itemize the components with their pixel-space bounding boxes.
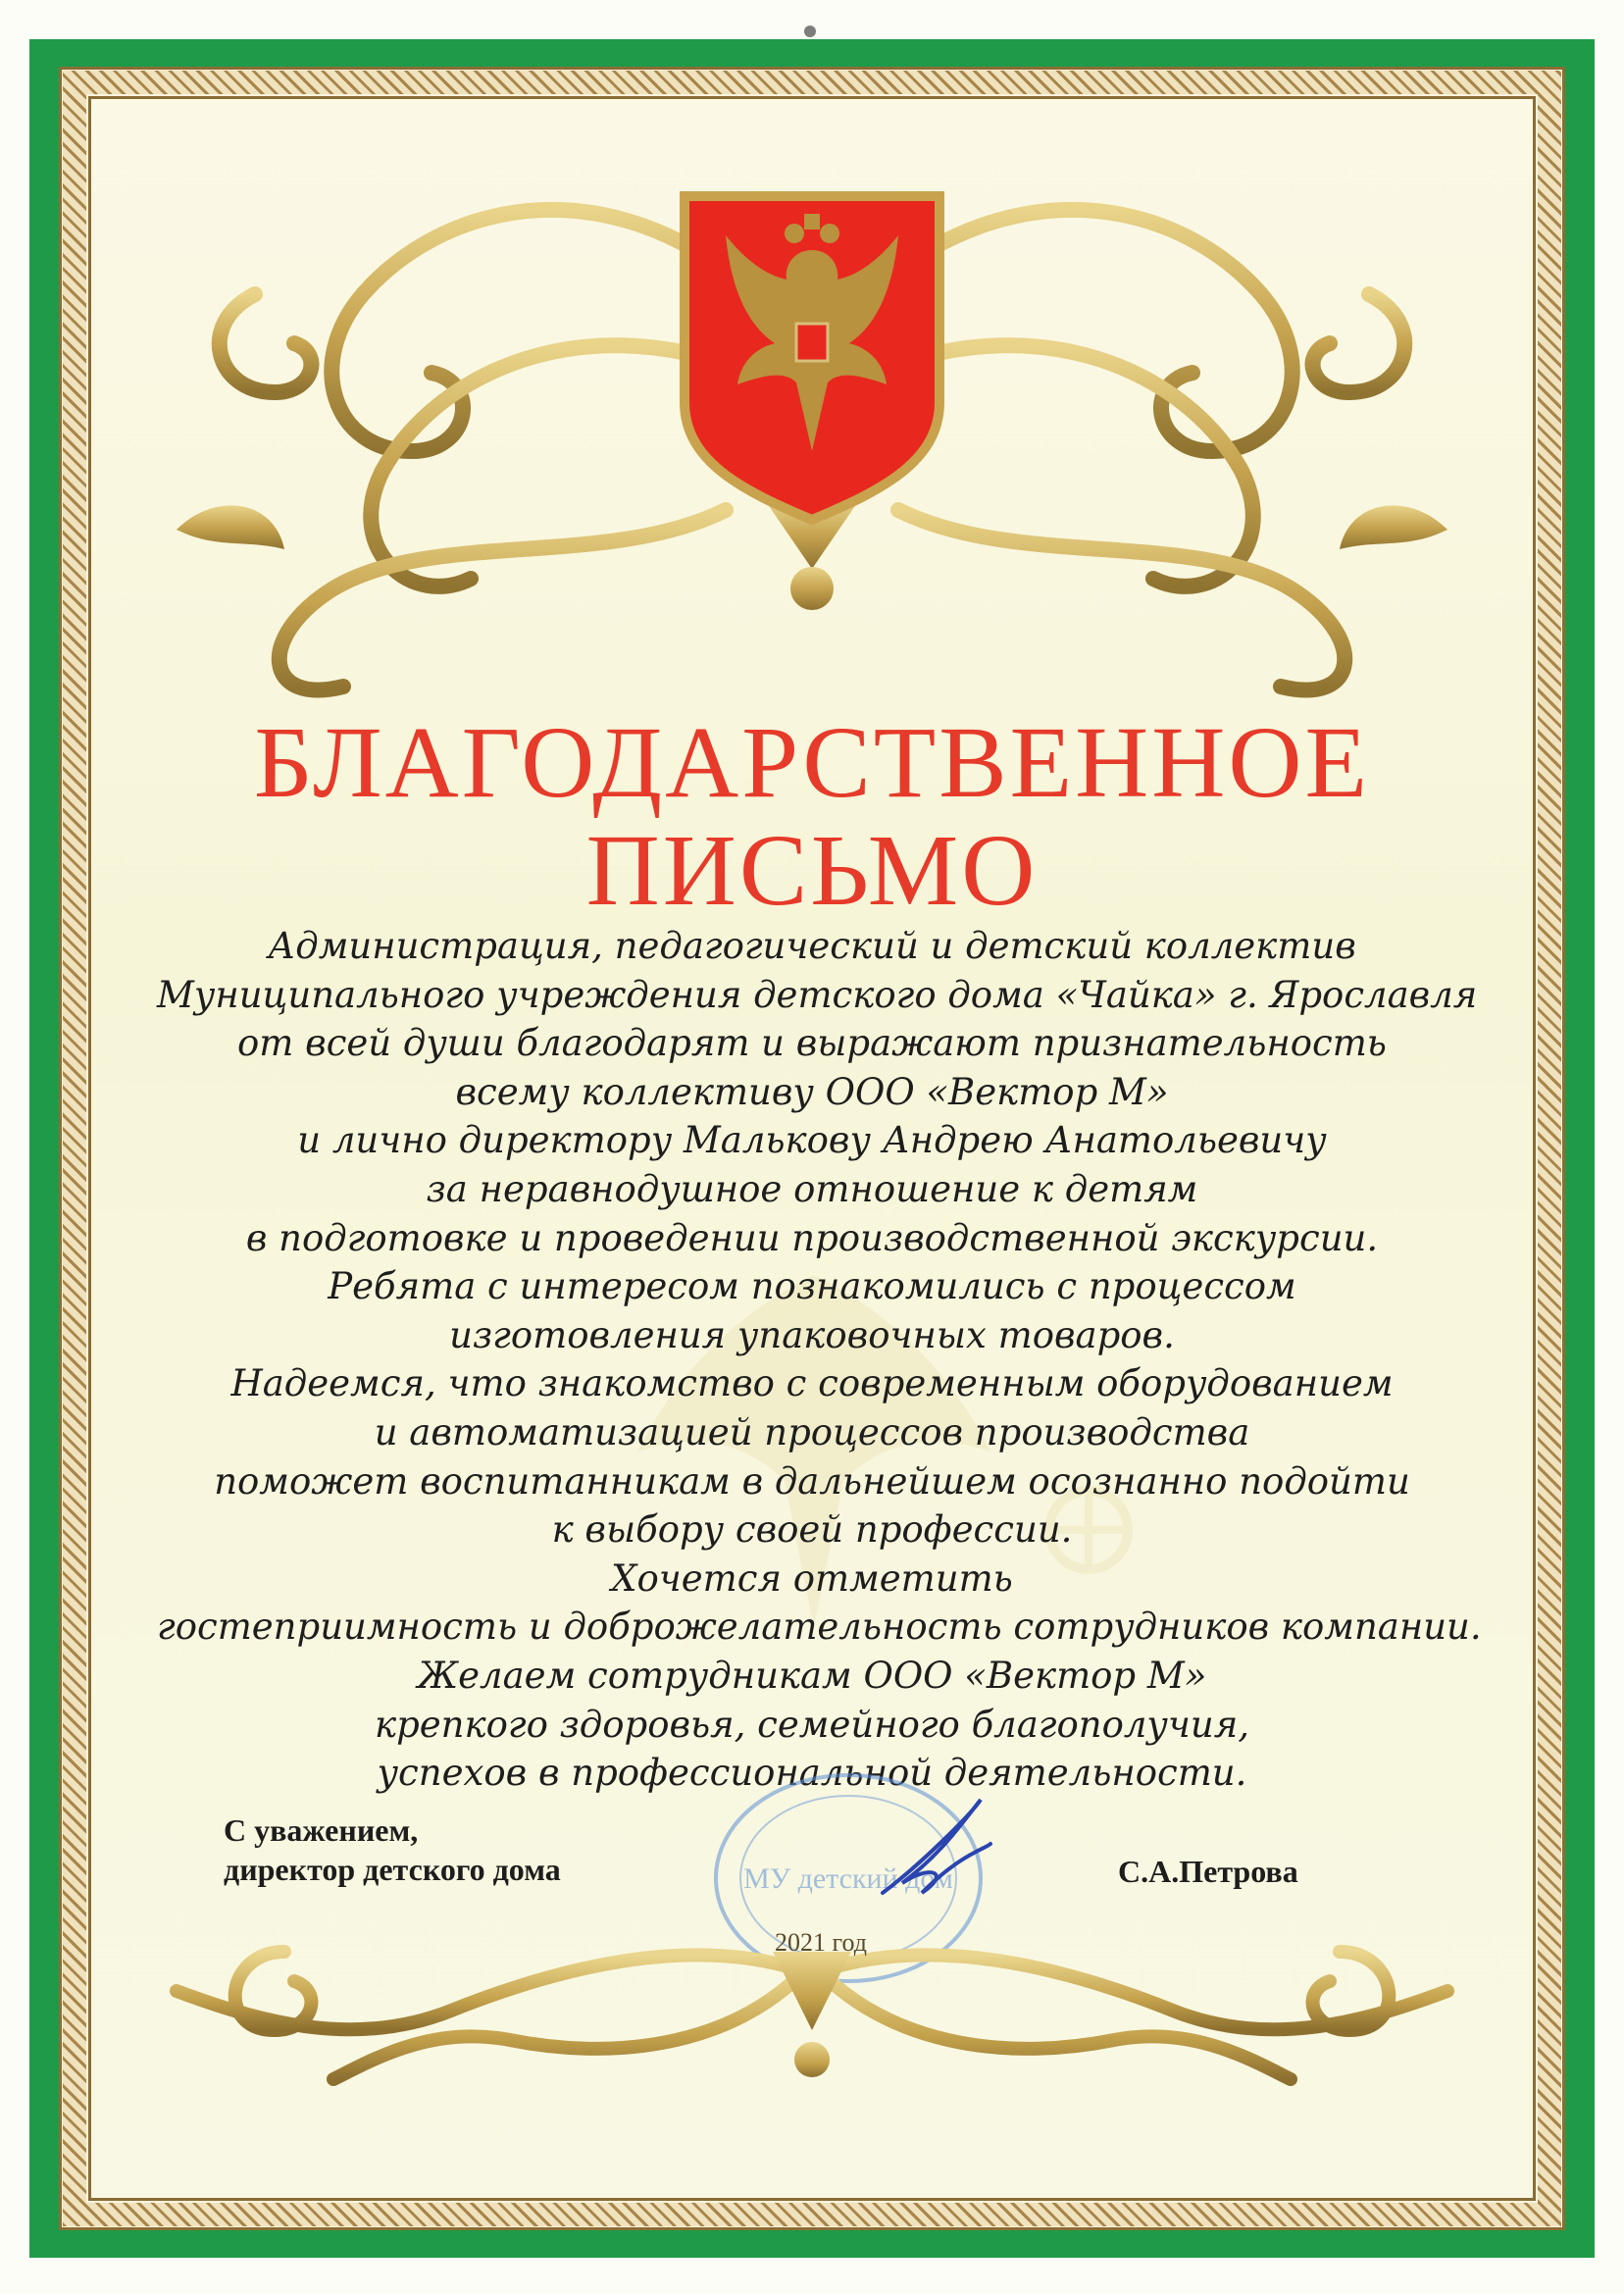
body-line: в подготовке и проведении производственной экскурсии. — [245, 1216, 1379, 1259]
body-line: за неравнодушное отношение к детям — [426, 1167, 1198, 1210]
body-line: и лично директору Малькову Андрею Анатольевичу — [297, 1119, 1327, 1162]
body-line: гостеприимность и доброжелательность сотрудников компании. — [157, 1606, 1482, 1649]
closing-block — [224, 1810, 561, 1889]
body-line: к выбору своей профессии. — [551, 1508, 1073, 1552]
letter-year: 2021 год — [775, 1928, 867, 1957]
handwritten-signature-icon — [863, 1795, 1000, 1903]
body-line: от всей души благодарят и выражают признательность — [237, 1022, 1387, 1065]
body-line: и автоматизацией процессов производства — [374, 1410, 1250, 1453]
body-line: Хочется отметить — [611, 1556, 1013, 1600]
body-line: изготовления упаковочных товаров. — [449, 1313, 1175, 1356]
top-ornament — [137, 157, 1487, 706]
closing-greeting: С уважением, — [224, 1812, 419, 1848]
stamp-text: МУ детский дом — [743, 1862, 953, 1895]
body-line: успехов в профессиональной деятельности. — [377, 1752, 1247, 1795]
closing-position: директор детского дома — [224, 1852, 561, 1887]
title-line-2: ПИСЬМО — [585, 814, 1039, 927]
body-line: Желаем сотрудникам ООО «Вектор М» — [417, 1654, 1207, 1697]
coat-of-arms-icon — [685, 196, 939, 520]
title-line-1: БЛАГОДАРСТВЕННОЕ — [253, 706, 1371, 819]
body-line: Надеемся, что знакомство с современным оборудованием — [230, 1362, 1394, 1405]
body-line: Ребята с интересом познакомились с процессом — [328, 1265, 1296, 1308]
punch-hole — [804, 25, 816, 37]
body-line: всему коллективу ООО «Вектор М» — [455, 1070, 1169, 1113]
body-line: Администрация, педагогический и детский коллектив — [268, 925, 1356, 967]
body-line: крепкого здоровья, семейного благополучия, — [375, 1703, 1249, 1746]
signatory-name: С.А.Петрова — [1118, 1854, 1298, 1889]
body-line: Муниципального учреждения детского дома «Чайка» г. Ярославля — [157, 973, 1478, 1016]
letter-body — [157, 922, 1482, 1798]
body-line: поможет воспитанникам в дальнейшем осознанно подойти — [214, 1459, 1410, 1503]
